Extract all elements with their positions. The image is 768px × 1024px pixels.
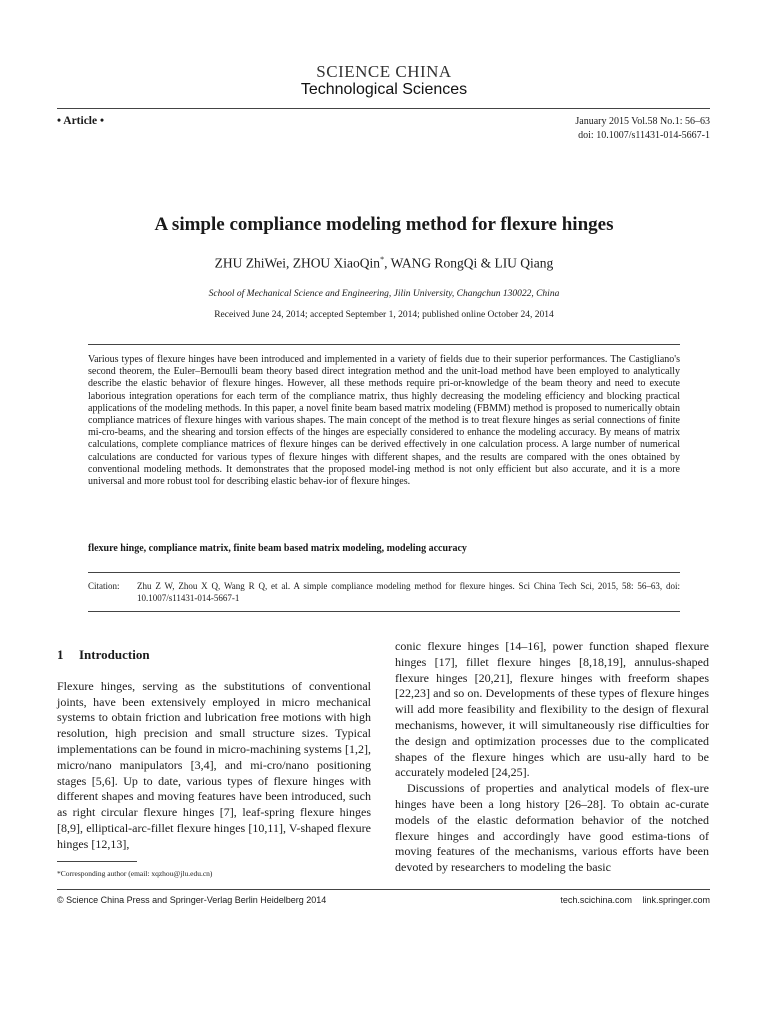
article-type-tag: • Article • — [57, 115, 105, 127]
authors-text: ZHU ZhiWei, ZHOU XiaoQin — [214, 255, 381, 271]
copyright: © Science China Press and Springer-Verlag Berlin Heidelberg 2014 — [57, 895, 327, 905]
footer-links — [560, 895, 710, 905]
link-tech-scichina[interactable]: tech.scichina.com — [560, 895, 632, 905]
left-column — [57, 640, 371, 853]
authors-text-rest: , WANG RongQi & LIU Qiang — [384, 255, 554, 271]
citation-label: Citation: — [88, 581, 120, 591]
citation-bottom-rule — [88, 611, 680, 612]
journal-name: SCIENCE CHINA — [316, 62, 452, 81]
section-title: Introduction — [79, 647, 150, 662]
citation-top-rule — [88, 572, 680, 573]
link-springer[interactable]: link.springer.com — [642, 895, 710, 905]
issue-info — [575, 115, 710, 143]
section-heading — [57, 647, 371, 663]
paper-title: A simple compliance modeling method for flexure hinges — [154, 214, 614, 235]
issue-volume: January 2015 Vol.58 No.1: 56–63 — [575, 116, 710, 127]
corresponding-mark: * — [380, 255, 385, 264]
author-list — [0, 255, 768, 272]
footnote-rule — [57, 861, 137, 862]
doi-link[interactable]: doi: 10.1007/s11431-014-5667-1 — [578, 130, 710, 141]
affiliation: School of Mechanical Science and Engineering, Jilin University, Changchun 130022, China — [208, 289, 560, 299]
keywords: flexure hinge, compliance matrix, finite beam based matrix modeling, modeling accuracy — [88, 543, 467, 554]
right-column — [395, 639, 709, 876]
header-rule — [57, 108, 710, 109]
citation-text: Zhu Z W, Zhou X Q, Wang R Q, et al. A simple compliance modeling method for flexure hinges. Sci China Tech Sci, 2015, 58: 56–63, doi: 10.1007/s11431-014-5667-1 — [137, 581, 680, 603]
abstract: Various types of flexure hinges have been introduced and implemented in a variety of fields due to their superior performances. The Castigliano's second theorem, the Euler–Bernoulli beam theory based direct integration method and the unit-load method have been employed to analytically describe the elastic behavior of flexure hinges. However, all these methods require pri-or-knowledge of the beam theory and need to execute laborious integration operations for each term of the compliance matrix, thus highly decreasing the modeling efficiency and blocking practical applications of the modeling methods. In this paper, a novel finite beam based matrix modeling (FBMM) method is proposed to numerically obtain compliance matrices of flexure hinges with various shapes. The main concept of the method is to treat flexure hinges as serial connections of finite mi-cro-beams, and the shearing and torsion effects of the hinges are especially considered to enhance the modeling accuracy. By means of matrix calculations, complete compliance matrices of flexure hinges can be derived effectively in one calculation process. A large number of numerical calculations are conducted for various types of flexure hinges with different shapes, and the results are compared with the ones obtained by conventional modeling methods. It demonstrates that the proposed model-ing method is not only efficient but also accurate, and it is a more universal and more robust tool for describing elastic behav-ior of flexure hinges. — [88, 354, 680, 488]
abstract-top-rule — [88, 344, 680, 345]
footer-rule — [57, 889, 710, 890]
journal-subtitle: Technological Sciences — [300, 81, 468, 98]
corresponding-author-footnote: *Corresponding author (email: xqzhou@jlu.edu.cn) — [57, 869, 213, 878]
body-paragraph: Flexure hinges, serving as the substitutions of conventional joints, have been extensively employed in micro mechanical systems to obtain friction and lubrication free motions with high resolution, high precision and small structure sizes. Typical implementations can be found in micro-machining systems [1,2], micro/nano manipulators [3,4], and mi-cro/nano positioning stages [5,6]. Up to date, various types of flexure hinges with different shapes and moving features have been introduced, such as right circular flexure hinges [7], leaf-spring flexure hinges [8,9], elliptical-arc-fillet flexure hinges [10,11], V-shaped flexure hinges [12,13], — [57, 678, 371, 851]
section-number: 1 — [57, 647, 64, 662]
received-dates: Received June 24, 2014; accepted September 1, 2014; published online October 24, 2014 — [214, 310, 554, 320]
body-paragraph: Discussions of properties and analytical models of flex-ure hinges have been a long history [26–28]. To obtain ac-curate models of the elastic deformation behavior of the notched flexure hinges and accordingly have good estima-tions of moving features of the mechanisms, various efforts have been devoted by researchers to modeling the basic — [395, 781, 709, 875]
body-paragraph: conic flexure hinges [14–16], power function shaped flexure hinges [17], fillet flexure hinges [8,18,19], annulus-shaped flexure hinges [20,21], flexure hinges with freeform shapes [22,23] and so on. Developments of these types of flexure hinges will add more feasibility and flexibility to the design of flexural mechanisms, however, it will simultaneously rise difficulties for the design and optimization processes due to the complicated shapes of the flexure hinges which are usu-ally hard to be accurately modeled [24,25]. — [395, 639, 709, 780]
